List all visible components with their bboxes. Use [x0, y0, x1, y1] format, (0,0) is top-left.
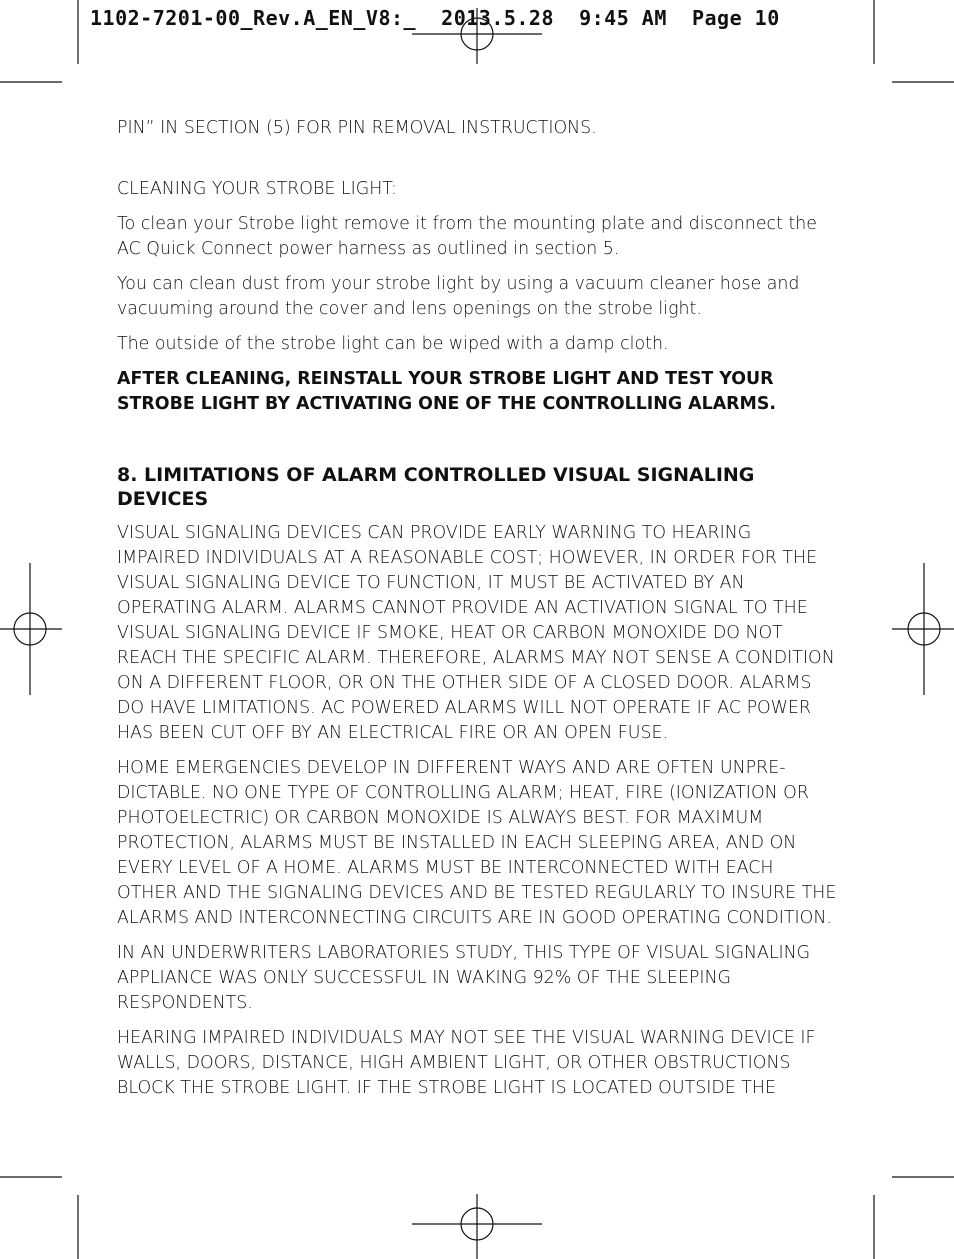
print-slug-line: 1102-7201-00_Rev.A_EN_V8:_ 2013.5.28 9:45 AM Page 10	[90, 6, 780, 30]
registration-mark-right	[892, 563, 954, 695]
registration-mark-bottom	[412, 1194, 542, 1259]
paragraph-hearing-impaired: HEARING IMPAIRED INDIVIDUALS MAY NOT SEE THE VISUAL WARNING DEVICE IF WALLS, DOORS, DISTANCE, HIGH AMBIENT LIGHT, OR OTHER OBSTRUCTIONS BLOCK THE STROBE LIGHT. IF THE STROBE LIGHT IS LOCATED OUTSIDE THE	[117, 1028, 816, 1098]
paragraph-home-emergencies: HOME EMERGENCIES DEVELOP IN DIFFERENT WAYS AND ARE OFTEN UNPRE-DICTABLE. NO ONE TYPE OF CONTROLLING ALARM; HEAT, FIRE (IONIZATION OR PHOTOELECTRIC) OR CARBON MONOXIDE IS ALWAYS BEST. FOR MAXIMUM PROTECTION, ALARMS MUST BE INSTALLED IN EACH SLEEPING AREA, AND ON EVERY LEVEL OF A HOME. ALARMS MUST BE INTERCONNECTED WITH EACH OTHER AND THE SIGNALING DEVICES AND BE TESTED REGULARLY TO INSURE THE ALARMS AND INTERCONNECTING CIRCUITS ARE IN GOOD OPERATING CONDITION.	[117, 758, 837, 928]
paragraph-wipe: The outside of the strobe light can be wiped with a damp cloth.	[117, 334, 669, 354]
paragraph-reinstall-warning: AFTER CLEANING, REINSTALL YOUR STROBE LIGHT AND TEST YOUR STROBE LIGHT BY ACTIVATING ONE OF THE CONTROLLING ALARMS.	[117, 369, 776, 414]
paragraph-clean-dust: You can clean dust from your strobe light by using a vacuum cleaner hose and vacuuming around the cover and lens openings on the strobe light.	[117, 274, 800, 319]
paragraph-clean-remove: To clean your Strobe light remove it from the mounting plate and disconnect the AC Quick Connect power harness as outlined in section 5.	[117, 214, 817, 259]
registration-mark-left	[0, 563, 62, 695]
paragraph-ul-study: IN AN UNDERWRITERS LABORATORIES STUDY, THIS TYPE OF VISUAL SIGNALING APPLIANCE WAS ONLY SUCCESSFUL IN WAKING 92% OF THE SLEEPING RESPONDENTS.	[117, 943, 811, 1013]
paragraph-pin-removal: PIN” IN SECTION (5) FOR PIN REMOVAL INSTRUCTIONS.	[117, 118, 597, 138]
subheading-cleaning: CLEANING YOUR STROBE LIGHT:	[117, 179, 397, 199]
paragraph-visual-signaling: VISUAL SIGNALING DEVICES CAN PROVIDE EARLY WARNING TO HEARING IMPAIRED INDIVIDUALS AT A REASONABLE COST; HOWEVER, IN ORDER FOR THE VISUAL SIGNALING DEVICE TO FUNCTION, IT MUST BE ACTIVATED BY AN OPERATING ALARM. ALARMS CANNOT PROVIDE AN ACTIVATION SIGNAL TO THE VISUAL SIGNALING DEVICE IF SMOKE, HEAT OR CARBON MONOXIDE DO NOT REACH THE SPECIFIC ALARM. THEREFORE, ALARMS MAY NOT SENSE A CONDITION ON A DIFFERENT FLOOR, OR ON THE OTHER SIDE OF A CLOSED DOOR. ALARMS DO HAVE LIMITATIONS. AC POWERED ALARMS WILL NOT OPERATE IF AC POWER HAS BEEN CUT OFF BY AN ELECTRICAL FIRE OR AN OPEN FUSE.	[117, 523, 835, 743]
section-heading-limitations: 8. LIMITATIONS OF ALARM CONTROLLED VISUAL SIGNALING DEVICES	[117, 464, 755, 510]
page-body	[117, 116, 839, 1111]
